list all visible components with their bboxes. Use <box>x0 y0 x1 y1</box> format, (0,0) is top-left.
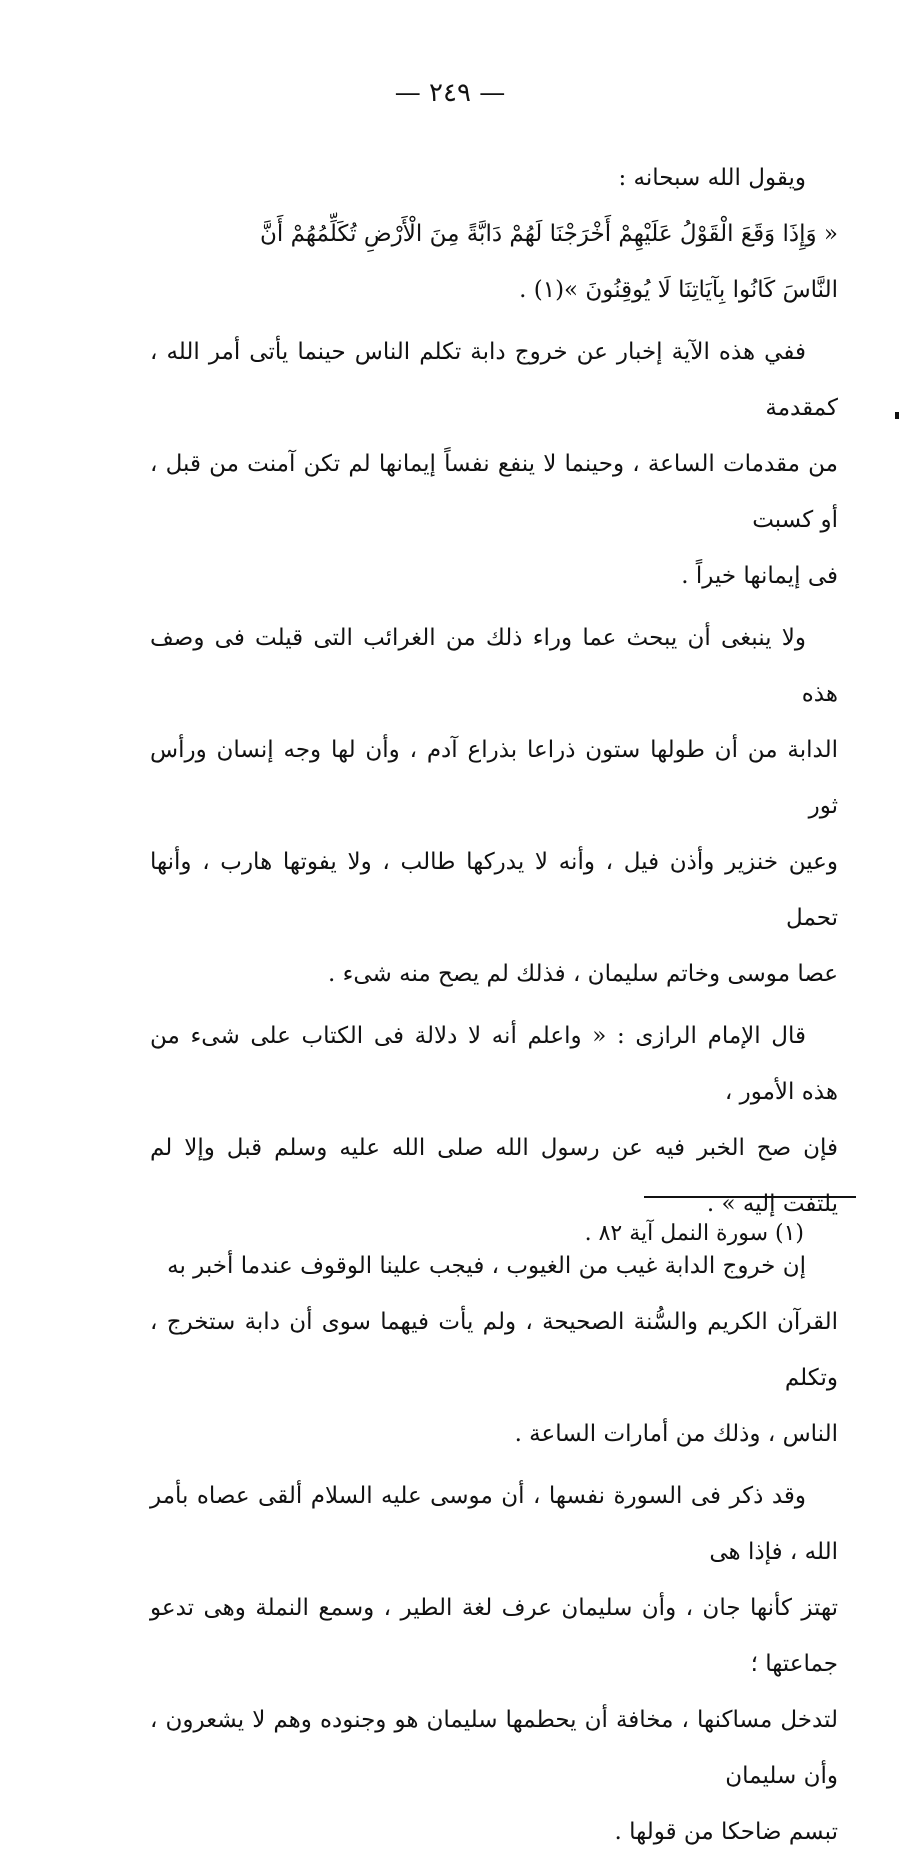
paragraph-line: فإن صح الخبر فيه عن رسول الله صلى الله عليه وسلم قبل وإلا لم يلتفت إليه » . <box>150 1135 838 1217</box>
paragraph-line: إن خروج الدابة غيب من الغيوب ، فيجب علينا الوقوف عندما أخبر به <box>167 1253 806 1279</box>
paragraph-5 <box>150 1468 838 1860</box>
paragraph-line: وعين خنزير وأذن فيل ، وأنه لا يدركها طالب ، ولا يفوتها هارب ، وأنها تحمل <box>150 849 838 931</box>
margin-mark <box>895 412 899 419</box>
paragraph-line: من مقدمات الساعة ، وحينما لا ينفع نفساً إيمانها لم تكن آمنت من قبل ، أو كسبت <box>150 451 838 533</box>
verse-line: « وَإِذَا وَقَعَ الْقَوْلُ عَلَيْهِمْ أَخْرَجْنَا لَهُمْ دَابَّةً مِنَ الْأَرْضِ تُكَلِّمُهُمْ أَنَّ <box>260 221 838 247</box>
paragraph-line: تبسم ضاحكا من قولها . <box>614 1819 838 1845</box>
body-text <box>150 150 838 1866</box>
paragraph-4 <box>150 1238 838 1462</box>
paragraph-line: فى إيمانها خيراً . <box>681 563 838 589</box>
paragraph-line: لتدخل مساكنها ، مخافة أن يحطمها سليمان هو وجنوده وهم لا يشعرون ، وأن سليمان <box>150 1707 838 1789</box>
paragraph-line: قال الإمام الرازى : « واعلم أنه لا دلالة فى الكتاب على شىء من هذه الأمور ، <box>150 1023 838 1105</box>
paragraph-3 <box>150 1008 838 1232</box>
paragraph-line: ولا ينبغى أن يبحث عما وراء ذلك من الغرائب التى قيلت فى وصف هذه <box>150 625 838 707</box>
paragraph-line: وقد ذكر فى السورة نفسها ، أن موسى عليه السلام ألقى عصاه بأمر الله ، فإذا هى <box>150 1483 838 1565</box>
paragraph-line: القرآن الكريم والسُّنة الصحيحة ، ولم يأت فيهما سوى أن دابة ستخرج ، وتكلم <box>150 1309 838 1391</box>
page-number: — ٢٤٩ — <box>394 78 506 108</box>
paragraph-line: تهتز كأنها جان ، وأن سليمان عرف لغة الطير ، وسمع النملة وهى تدعو جماعتها ؛ <box>150 1595 838 1677</box>
paragraph-2 <box>150 610 838 1002</box>
intro-line: ويقول الله سبحانه : <box>618 165 806 191</box>
footnote: (١) سورة النمل آية ٨٢ . <box>584 1221 804 1246</box>
paragraph-1 <box>150 324 838 604</box>
verse-line: النَّاسَ كَانُوا بِآيَاتِنَا لَا يُوقِنُونَ »(١) . <box>519 277 838 303</box>
paragraph-line: الناس ، وذلك من أمارات الساعة . <box>514 1421 838 1447</box>
quran-verse <box>150 206 838 318</box>
footnote-divider <box>644 1196 856 1198</box>
paragraph-line: الدابة من أن طولها ستون ذراعا بذراع آدم ، وأن لها وجه إنسان ورأس ثور <box>150 737 838 819</box>
paragraph-line: عصا موسى وخاتم سليمان ، فذلك لم يصح منه شىء . <box>327 961 838 987</box>
paragraph-line: ففي هذه الآية إخبار عن خروج دابة تكلم الناس حينما يأتى أمر الله ، كمقدمة <box>150 339 838 421</box>
